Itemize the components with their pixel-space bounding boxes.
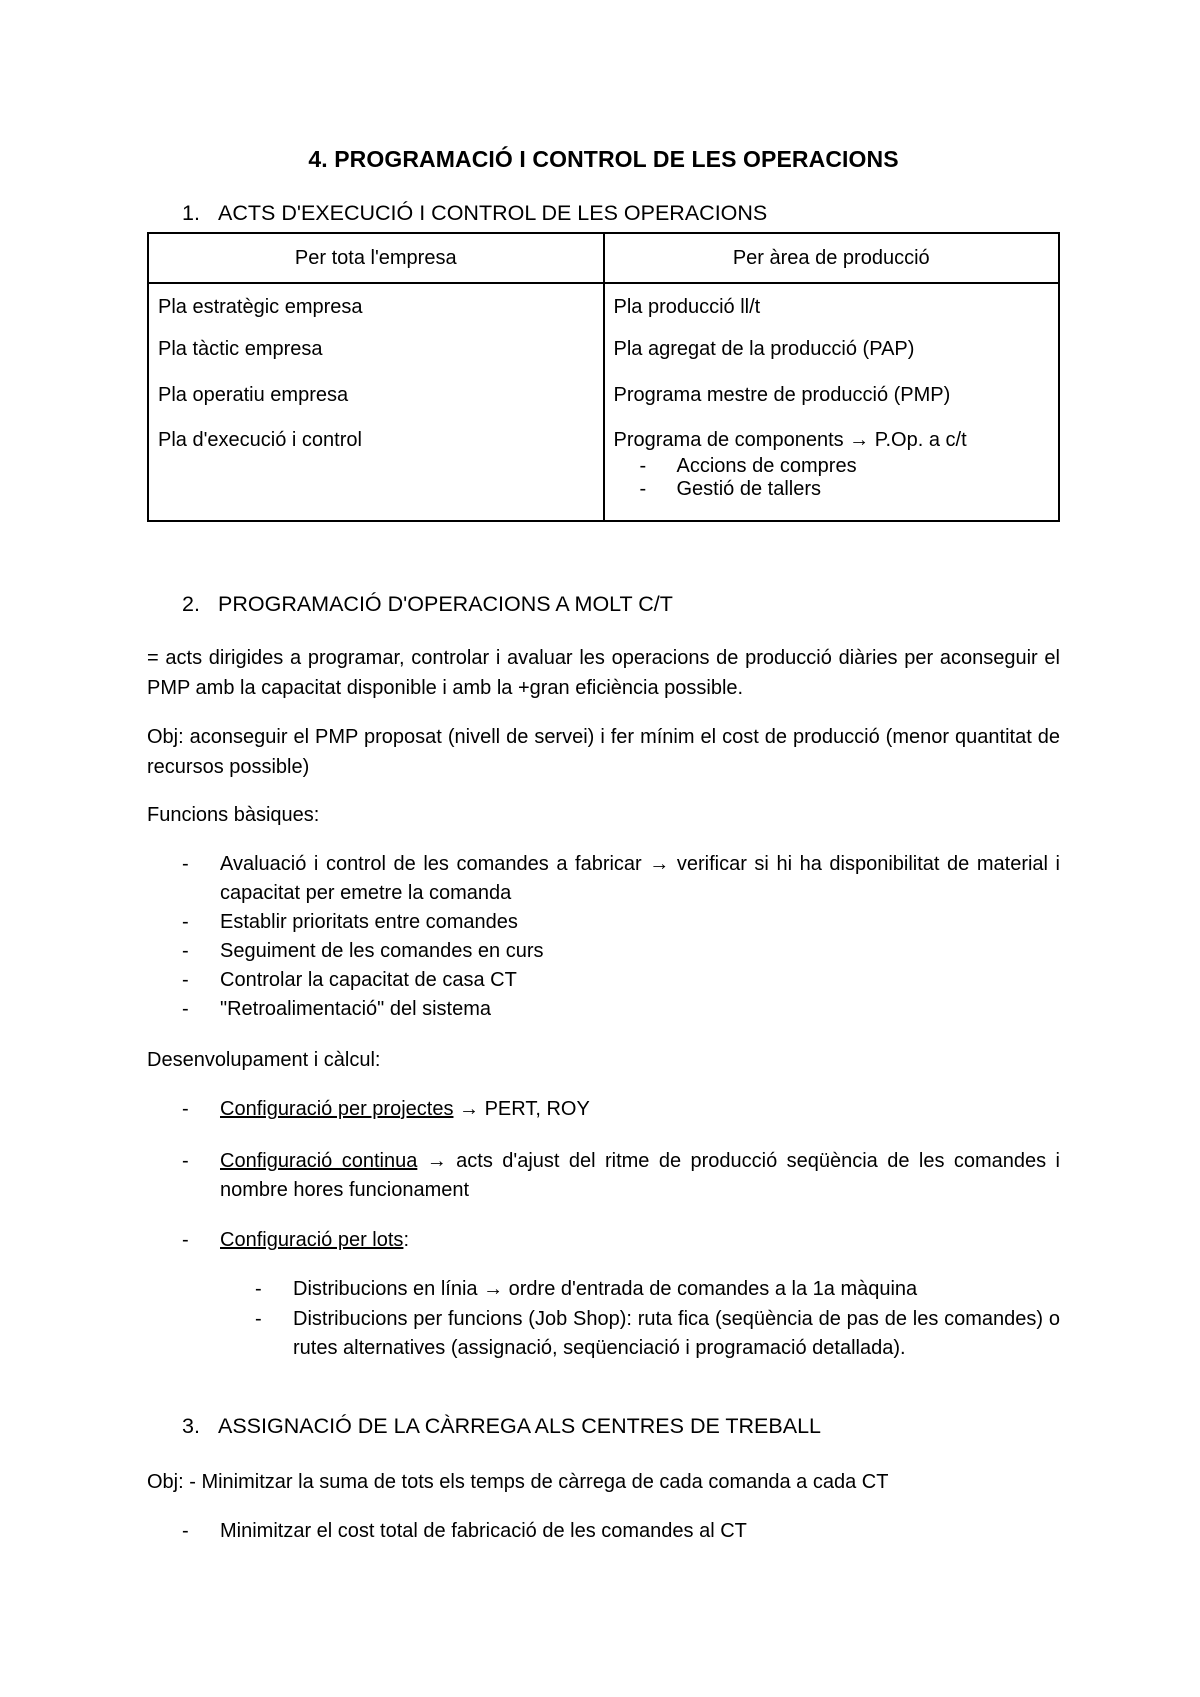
page-title: 4. PROGRAMACIÓ I CONTROL DE LES OPERACIONS xyxy=(308,146,899,172)
table-sub-item: - Gestió de tallers xyxy=(639,478,822,500)
section-title: ASSIGNACIÓ DE LA CÀRREGA ALS CENTRES DE TREBALL xyxy=(218,1414,821,1438)
section-title: PROGRAMACIÓ D'OPERACIONS A MOLT C/T xyxy=(218,592,673,616)
table-cell-text: Pla operatiu empresa xyxy=(158,384,349,406)
section-number: 2. xyxy=(182,592,200,616)
section-1-heading xyxy=(182,201,767,226)
table-body-row xyxy=(148,283,1059,521)
table-cell-text: Pla agregat de la producció (PAP) xyxy=(613,338,915,360)
table-cell-text: Pla tàctic empresa xyxy=(158,338,323,360)
table-header-row xyxy=(148,233,1059,283)
section-number: 3. xyxy=(182,1414,200,1438)
sub-list-item: - Distribucions en línia → ordre d'entrada de comandes a la 1a màquina xyxy=(255,1278,918,1300)
table-cell-left xyxy=(148,283,604,521)
config-link-label: Configuració per lots xyxy=(220,1229,404,1251)
table-cell-text: Pla producció ll/t xyxy=(613,296,761,318)
config-link-label: Configuració per projectes xyxy=(220,1098,454,1120)
list-item: - Minimitzar el cost total de fabricació de les comandes al CT xyxy=(182,1520,747,1542)
list-item: - Seguiment de les comandes en curs xyxy=(182,940,544,962)
section-number: 1. xyxy=(182,201,200,225)
funcions-label: Funcions bàsiques: xyxy=(147,804,320,826)
paragraph-objective-3: Obj: - Minimitzar la suma de tots els temps de càrrega de cada comanda a cada CT xyxy=(147,1471,889,1493)
config-link-label: Configuració continua xyxy=(220,1150,418,1172)
paragraph-definition: = acts dirigides a programar, controlar i avaluar les operacions de producció diàries per aconseguir el PMP amb la capacitat disponible i amb la +gran eficiència possible. xyxy=(147,647,1060,699)
table-sub-item: - Accions de compres xyxy=(639,455,857,477)
table-cell-text: Programa de components → P.Op. a c/t xyxy=(613,429,967,451)
list-item: - Configuració per lots: xyxy=(182,1229,409,1251)
section-2-heading xyxy=(182,592,673,617)
acts-table xyxy=(147,232,1060,522)
section-3-heading xyxy=(182,1414,821,1439)
table-header-cell: Per tota l'empresa xyxy=(148,233,604,283)
list-item: - Avaluació i control de les comandes a fabricar → verificar si hi ha disponibilitat de material i capacitat per emetre la comanda xyxy=(182,853,1060,904)
list-item: - Establir prioritats entre comandes xyxy=(182,911,518,933)
table-cell-right xyxy=(604,283,1060,521)
table-cell-text: Pla d'execució i control xyxy=(158,429,362,451)
list-item: - Configuració per projectes → PERT, ROY xyxy=(182,1098,590,1120)
table-cell-text: Programa mestre de producció (PMP) xyxy=(613,384,951,406)
desenvolupament-label: Desenvolupament i càlcul: xyxy=(147,1049,381,1071)
list-item: - Configuració continua → acts d'ajust del ritme de producció seqüència de les comandes i nombre hores funcionament xyxy=(182,1150,1060,1201)
paragraph-objective: Obj: aconseguir el PMP proposat (nivell de servei) i fer mínim el cost de producció (menor quantitat de recursos possible) xyxy=(147,726,1060,778)
table-cell-text: Pla estratègic empresa xyxy=(158,296,363,318)
sub-list-item: - Distribucions per funcions (Job Shop): ruta fica (seqüència de pas de les comandes) o rutes alternatives (assignació, seqüenciació i programació detallada). xyxy=(255,1308,1060,1359)
list-item: - "Retroalimentació" del sistema xyxy=(182,998,491,1020)
section-title: ACTS D'EXECUCIÓ I CONTROL DE LES OPERACIONS xyxy=(218,201,768,225)
table-header-cell: Per àrea de producció xyxy=(604,233,1060,283)
list-item: - Controlar la capacitat de casa CT xyxy=(182,969,517,991)
